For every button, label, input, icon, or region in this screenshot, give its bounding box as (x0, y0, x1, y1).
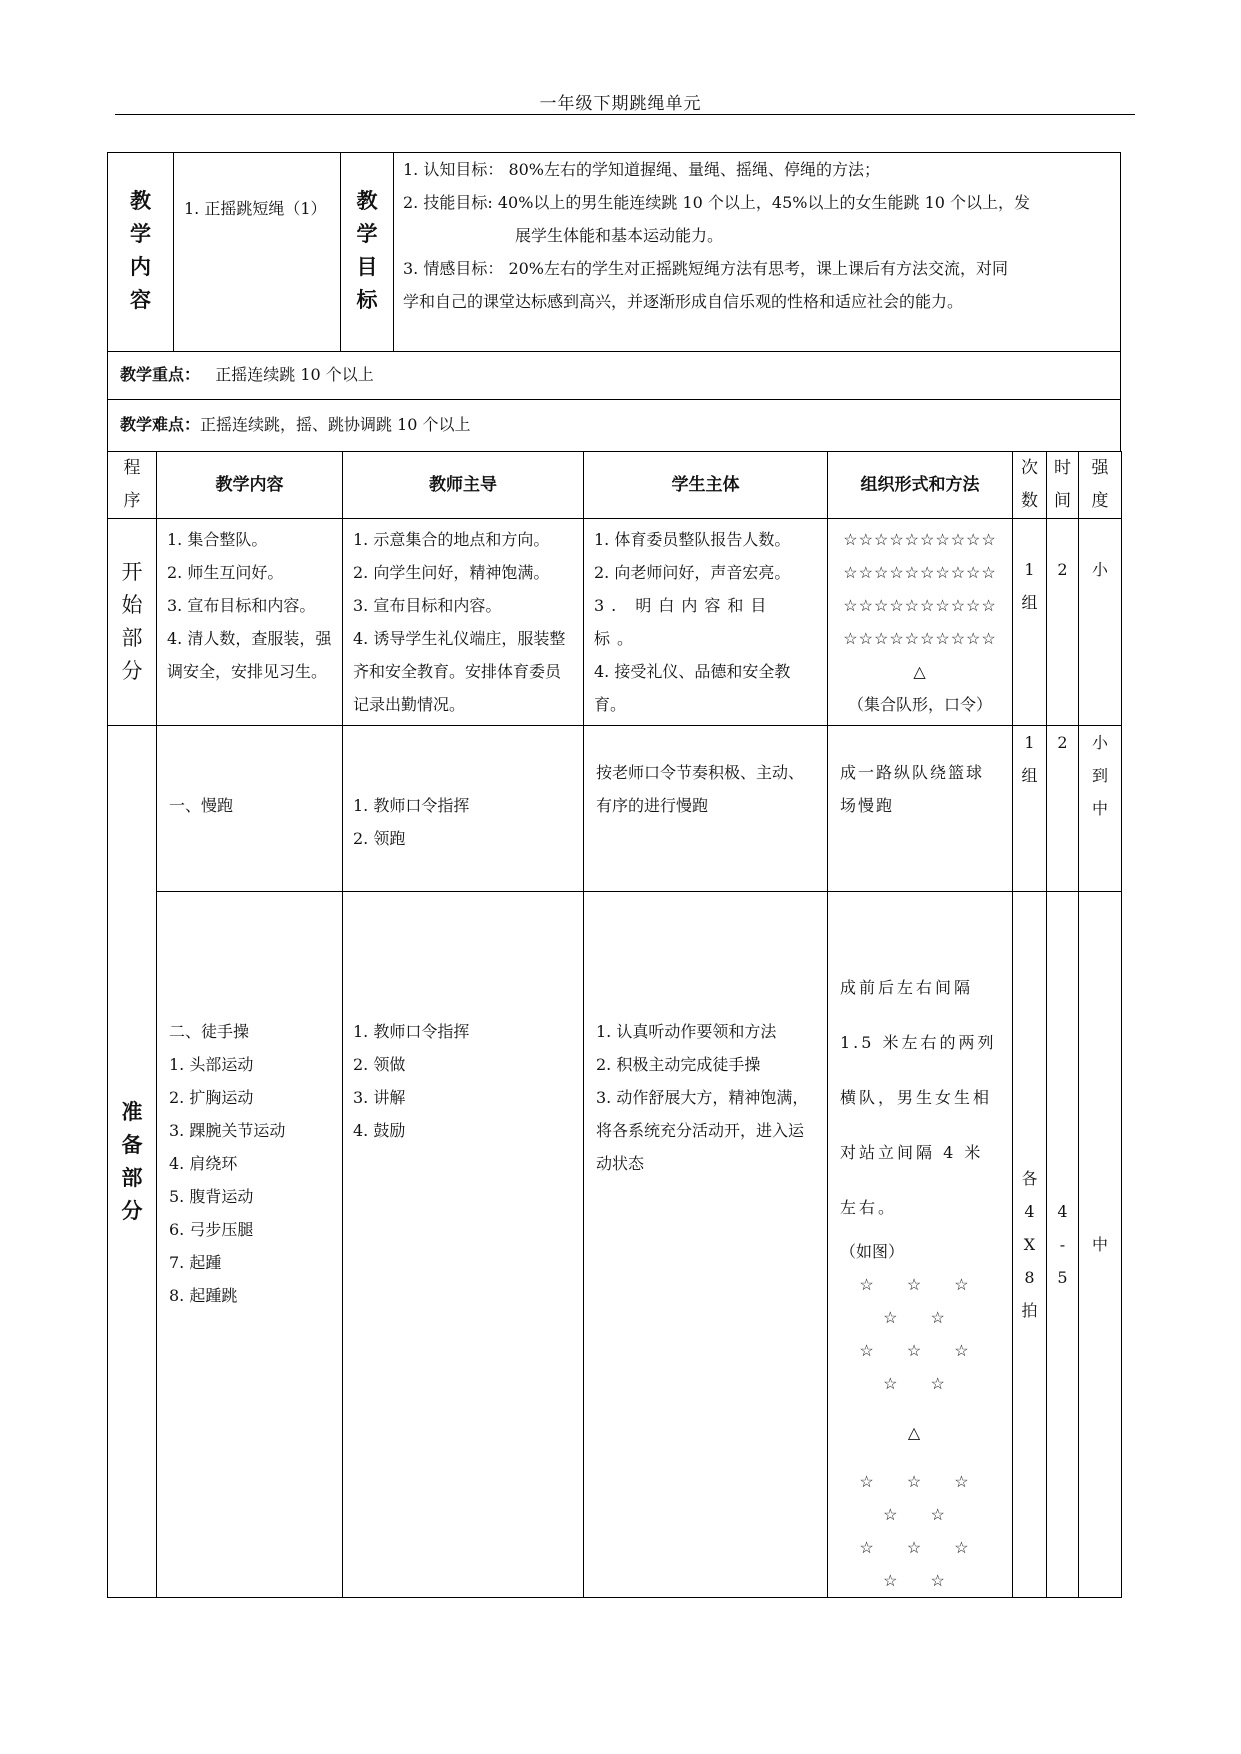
list-item: 3. 讲解 (353, 1088, 406, 1107)
list-item: 1. 示意集合的地点和方向。 (353, 530, 550, 549)
list-item: 2. 积极主动完成徒手操 (596, 1055, 761, 1074)
list-item: 1. 集合整队。 (167, 530, 268, 549)
prep-section-label: 准备部分 (108, 726, 157, 1598)
start-section-label: 开始部分 (108, 519, 157, 726)
objectives-text (403, 153, 1118, 318)
difficulty-row (107, 399, 1121, 452)
difficulty-value: 正摇连续跳，摇、跳协调跳 10 个以上 (200, 415, 471, 434)
start-times: 1组 (1013, 519, 1047, 726)
list-item: 3. 动作舒展大方，精神饱满，将各系统充分活动开，进入运动状态 (596, 1088, 809, 1173)
objective-line: 学和自己的课堂达标感到高兴，并逐渐形成自信乐观的性格和适应社会的能力。 (403, 292, 964, 311)
list-item: 4. 清人数，查服装，强调安全，安排见习生。 (167, 629, 332, 681)
header-teacher: 教师主导 (343, 452, 584, 519)
objectives-block (107, 152, 1121, 352)
list-item: 3. 宣布目标和内容。 (353, 596, 502, 615)
list-item: 4. 鼓励 (353, 1121, 406, 1140)
header-intensity: 强度 (1079, 452, 1122, 519)
jog-times: 1组 (1013, 726, 1047, 892)
content-value: 1. 正摇跳短绳（1） (184, 199, 327, 218)
star-row: ☆ ☆ ☆ ☆ ☆ (859, 1538, 983, 1590)
star-row: ☆ ☆ ☆ ☆ ☆ (859, 1275, 983, 1327)
list-item: 2. 师生互问好。 (167, 563, 284, 582)
header-content: 教学内容 (157, 452, 343, 519)
key-point-row (107, 350, 1121, 400)
start-content-cell (157, 519, 343, 726)
star-row: ☆☆☆☆☆☆☆☆☆☆ (843, 629, 997, 648)
list-item: 3. 踝腕关节运动 (169, 1121, 286, 1140)
objective-line: 展学生体能和基本运动能力。 (515, 226, 724, 245)
triangle-marker: △ (907, 1423, 935, 1442)
jog-org: 成一路纵队绕篮球场慢跑 (828, 726, 1013, 892)
start-student-cell (584, 519, 828, 726)
exercise-times: 各4X8拍 (1013, 892, 1047, 1598)
star-row: ☆ ☆ ☆ ☆ ☆ (859, 1341, 983, 1393)
prep-jog-row (108, 726, 1122, 892)
start-teacher-cell (343, 519, 584, 726)
objective-line: 2. 技能目标: 40%以上的男生能连续跳 10 个以上，45%以上的女生能跳 10 个以上，发 (403, 193, 1031, 212)
star-row: ☆ ☆ ☆ ☆ ☆ (859, 1472, 983, 1524)
difficulty-label: 教学难点： (120, 415, 201, 434)
list-item: 4. 肩绕环 (169, 1154, 238, 1173)
header-student: 学生主体 (584, 452, 828, 519)
lesson-table (107, 451, 1122, 1598)
list-item: 3. 宣布目标和内容。 (167, 596, 316, 615)
exercise-teacher-cell (343, 892, 584, 1598)
content-label: 教学内容 (130, 189, 151, 312)
jog-content: 一、慢跑 (157, 726, 343, 892)
prep-exercise-row (108, 892, 1122, 1598)
exercise-duration: 4-5 (1047, 892, 1079, 1598)
org-caption: （集合队形，口令） (847, 695, 992, 714)
list-item: 8. 起踵跳 (169, 1286, 238, 1305)
header-procedure: 程序 (108, 452, 157, 519)
start-duration: 2 (1047, 519, 1079, 726)
header-duration: 时间 (1047, 452, 1079, 519)
exercise-content-cell (157, 892, 343, 1598)
star-row: ☆☆☆☆☆☆☆☆☆☆ (843, 596, 997, 615)
list-item: 2. 扩胸运动 (169, 1088, 254, 1107)
exercise-student-cell (584, 892, 828, 1598)
header-rule (115, 114, 1135, 115)
triangle-marker: △ (913, 662, 927, 681)
list-item: 5. 腹背运动 (169, 1187, 254, 1206)
list-item: 3. 明白内容和目标。 (594, 596, 774, 648)
key-point-value: 正摇连续跳 10 个以上 (200, 365, 374, 384)
jog-intensity: 小到中 (1079, 726, 1122, 892)
list-item: 2. 领跑 (353, 829, 406, 848)
start-intensity: 小 (1079, 519, 1122, 726)
jog-teacher-cell (343, 726, 584, 892)
page-header-title: 一年级下期跳绳单元 (539, 94, 702, 114)
start-section-row (108, 519, 1122, 726)
list-item: 6. 弓步压腿 (169, 1220, 254, 1239)
list-item: 4. 诱导学生礼仪端庄，服装整齐和安全教育。安排体育委员记录出勤情况。 (353, 629, 566, 714)
header-org: 组织形式和方法 (828, 452, 1013, 519)
table-header-row (108, 452, 1122, 519)
star-row: ☆☆☆☆☆☆☆☆☆☆ (843, 563, 997, 582)
list-item: 2. 向老师问好，声音宏亮。 (594, 563, 791, 582)
start-org-cell (828, 519, 1013, 726)
org-text: 成前后左右间隔 1.5 米左右的两列横队，男生女生相对站立间隔 4 米左右。 (840, 978, 997, 1217)
objective-line: 1. 认知目标： 80%左右的学知道握绳、量绳、摇绳、停绳的方法； (403, 160, 881, 179)
star-row: ☆☆☆☆☆☆☆☆☆☆ (843, 530, 997, 549)
jog-student: 按老师口令节奏积极、主动、有序的进行慢跑 (584, 726, 828, 892)
list-item: 二、徒手操 (169, 1022, 250, 1041)
objective-line: 3. 情感目标： 20%左右的学生对正摇跳短绳方法有思考，课上课后有方法交流，对同 (403, 259, 1009, 278)
list-item: 1. 教师口令指挥 (353, 1022, 470, 1041)
jog-duration: 2 (1047, 726, 1079, 892)
list-item: 2. 领做 (353, 1055, 406, 1074)
list-item: 1. 体育委员整队报告人数。 (594, 530, 791, 549)
exercise-org-cell (828, 892, 1013, 1598)
list-item: 7. 起踵 (169, 1253, 222, 1272)
header-times: 次数 (1013, 452, 1047, 519)
list-item: 1. 教师口令指挥 (353, 796, 470, 815)
key-point-label: 教学重点： (120, 365, 201, 384)
org-figure-caption: （如图） (840, 1242, 905, 1261)
exercise-intensity: 中 (1079, 892, 1122, 1598)
list-item: 1. 头部运动 (169, 1055, 254, 1074)
list-item: 4. 接受礼仪、品德和安全教育。 (594, 662, 791, 714)
objectives-label: 教学目标 (356, 189, 378, 312)
list-item: 2. 向学生问好，精神饱满。 (353, 563, 550, 582)
list-item: 1. 认真听动作要领和方法 (596, 1022, 777, 1041)
